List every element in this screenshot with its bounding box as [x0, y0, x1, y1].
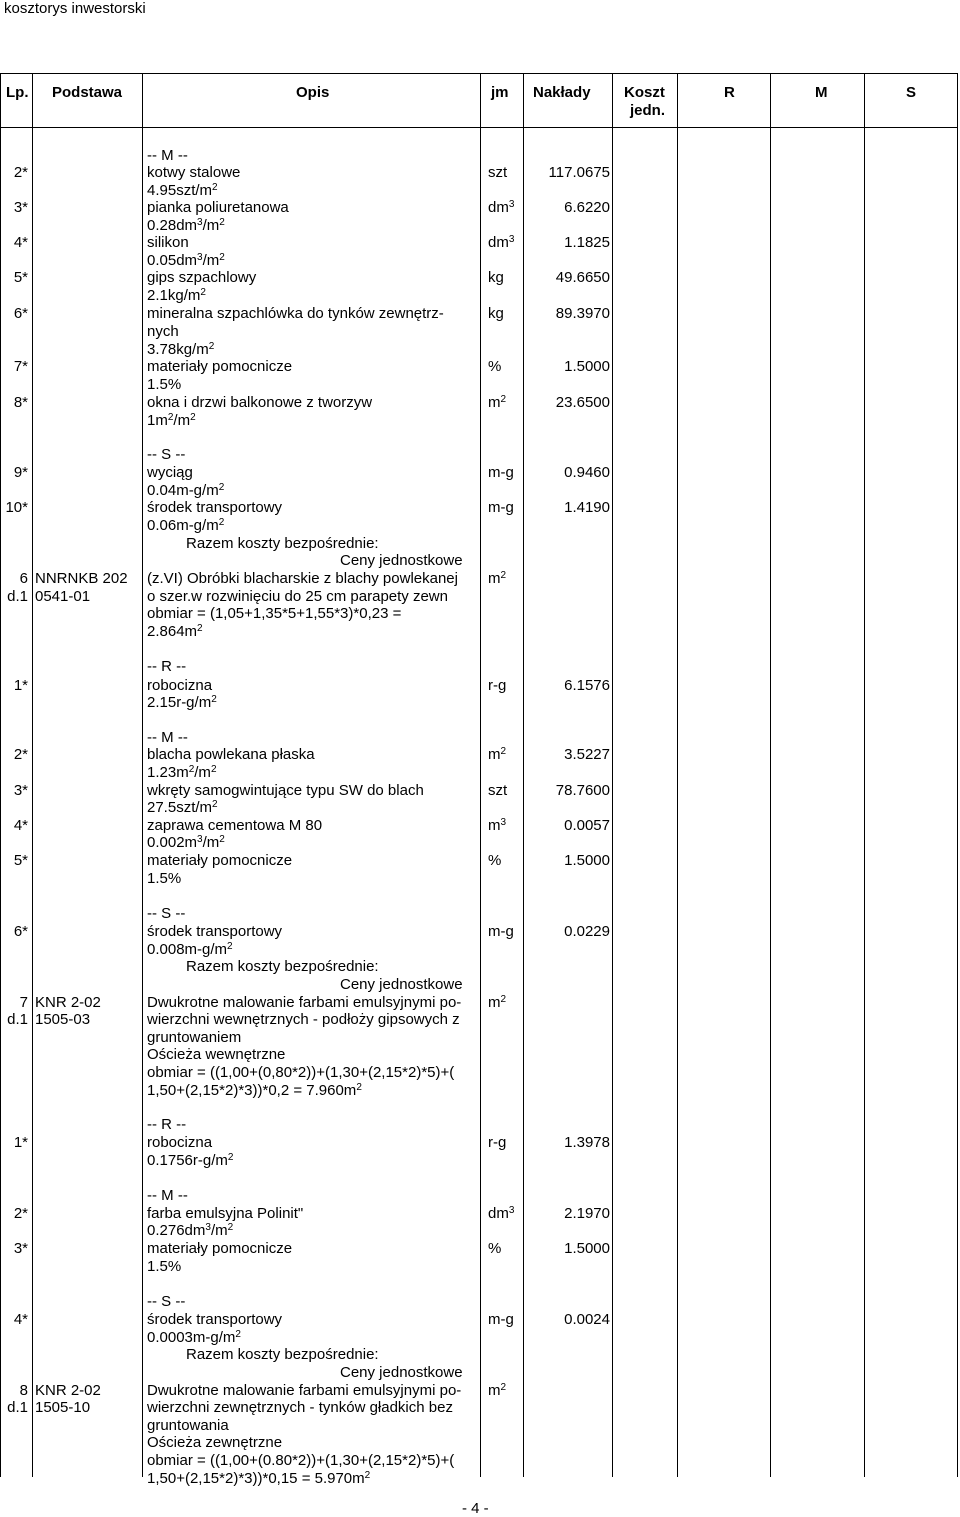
row-number: 4* [13, 234, 28, 251]
unit: szt [488, 164, 508, 181]
row-number: 3* [13, 1240, 28, 1257]
basis-code: 1505-03 [35, 1011, 91, 1028]
unit: % [488, 852, 502, 869]
quantity: 89.3970 [555, 305, 610, 322]
item-description: środek transportowy [147, 1311, 283, 1328]
unit: kg [488, 269, 504, 286]
item-description: zaprawa cementowa M 80 [147, 817, 323, 834]
quantity: 1.5000 [564, 1240, 610, 1257]
item-description: $2.1kg/m^2$ [147, 287, 206, 304]
basis-code: 0541-01 [35, 588, 91, 605]
row-number: 3* [13, 782, 28, 799]
row-number: 4* [13, 1311, 28, 1328]
item-description: Ościeża zewnętrzne [147, 1434, 283, 1451]
summary-label: Razem koszty bezpośrednie: [186, 958, 379, 975]
item-description: Ościeża wewnętrzne [147, 1046, 286, 1063]
basis-code: KNR 2-02 [35, 1382, 101, 1399]
unit: $m^3$ [488, 817, 507, 834]
row-number: 1* [13, 1134, 28, 1151]
quantity: 78.7600 [555, 782, 610, 799]
item-description: środek transportowy [147, 923, 283, 940]
item-description: gips szpachlowy [147, 269, 257, 286]
header-jm: jm [491, 84, 509, 101]
item-description: $1,50+(2,15*2)*3))*0,2 = 7.960m^2$ [147, 1082, 362, 1099]
item-description: wierzchni wewnętrznych - podłoży gipsowych z [147, 1011, 460, 1028]
unit: m-g [488, 464, 514, 481]
quantity: 1.4190 [564, 499, 610, 516]
item-description: $0.1756r-g/m^2$ [147, 1152, 234, 1169]
unit: szt [488, 782, 508, 799]
item-description: $3.78kg/m^2$ [147, 341, 215, 358]
row-number: 10* [5, 499, 28, 516]
item-description: materiały pomocnicze [147, 1240, 293, 1257]
item-description: robocizna [147, 677, 213, 694]
page-title: kosztorys inwestorski [4, 0, 146, 17]
item-description: 1.5% [147, 1258, 182, 1275]
basis-code: KNR 2-02 [35, 994, 101, 1011]
header-s: S [906, 84, 917, 101]
unit: % [488, 358, 502, 375]
item-description: $0.04m-g/m^2$ [147, 482, 225, 499]
unit: $m^2$ [488, 746, 507, 763]
header-lp: Lp. [6, 84, 29, 101]
column-divider [770, 73, 771, 1477]
row-number: d.1 [7, 1399, 28, 1416]
quantity: 117.0675 [548, 164, 610, 181]
header-naklady: Nakłady [533, 84, 591, 101]
item-description: środek transportowy [147, 499, 283, 516]
row-number: 6* [13, 923, 28, 940]
item-description: o szer.w rozwinięciu do 25 cm parapety zewn [147, 588, 448, 605]
item-description: wkręty samogwintujące typu SW do blach [147, 782, 424, 799]
unit-prices-label: Ceny jednostkowe [340, 976, 463, 993]
resource-section-label: -- M -- [147, 729, 188, 746]
quantity: 49.6650 [555, 269, 610, 286]
item-description: materiały pomocnicze [147, 358, 293, 375]
summary-label: Razem koszty bezpośrednie: [186, 1346, 379, 1363]
quantity: 1.5000 [564, 358, 610, 375]
quantity: 6.1576 [564, 677, 610, 694]
row-number: 2* [13, 1205, 28, 1222]
item-description: $0.0003m-g/m^2$ [147, 1329, 241, 1346]
item-description: $1m^2/m^2$ [147, 412, 196, 429]
resource-section-label: -- S -- [147, 446, 186, 463]
unit: kg [488, 305, 504, 322]
unit: m-g [488, 923, 514, 940]
resource-section-label: -- M -- [147, 147, 188, 164]
row-number: 8* [13, 394, 28, 411]
item-description: (z.VI) Obróbki blacharskie z blachy powlekanej [147, 570, 458, 587]
column-divider [612, 73, 613, 1477]
item-description: $0.28dm^3/m^2$ [147, 217, 225, 234]
item-description: $0.008m-g/m^2$ [147, 941, 233, 958]
unit: $m^2$ [488, 394, 507, 411]
item-description: gruntowania [147, 1417, 229, 1434]
resource-section-label: -- R -- [147, 658, 187, 675]
unit: r-g [488, 677, 507, 694]
item-description: okna i drzwi balkonowe z tworzyw [147, 394, 373, 411]
quantity: 0.0057 [564, 817, 610, 834]
quantity: 3.5227 [564, 746, 610, 763]
item-description: 1.5% [147, 870, 182, 887]
quantity: 0.0229 [564, 923, 610, 940]
unit: $dm^3$ [488, 1205, 515, 1222]
item-description: obmiar = (1,05+1,35*5+1,55*3)*0,23 = [147, 605, 402, 622]
item-description: obmiar = ((1,00+(0.80*2))+(1,30+(2,15*2)*5)+( [147, 1452, 455, 1469]
header-koszt: Koszt [624, 84, 665, 101]
summary-label: Razem koszty bezpośrednie: [186, 535, 379, 552]
basis-code: NNRNKB 202 [35, 570, 128, 587]
item-description: blacha powlekana płaska [147, 746, 315, 763]
unit: m-g [488, 499, 514, 516]
unit: r-g [488, 1134, 507, 1151]
column-divider [677, 73, 678, 1477]
row-number: 7 [19, 994, 28, 1011]
table-border [957, 73, 958, 1477]
item-description: Dwukrotne malowanie farbami emulsyjnymi po- [147, 1382, 462, 1399]
item-description: $1,50+(2,15*2)*3))*0,15 = 5.970m^2$ [147, 1470, 371, 1487]
quantity: 0.0024 [564, 1311, 610, 1328]
row-number: 3* [13, 199, 28, 216]
row-number: 9* [13, 464, 28, 481]
item-description: kotwy stalowe [147, 164, 241, 181]
item-description: Dwukrotne malowanie farbami emulsyjnymi po- [147, 994, 462, 1011]
quantity: 23.6500 [555, 394, 610, 411]
row-number: 5* [13, 269, 28, 286]
unit: m-g [488, 1311, 514, 1328]
item-description: wyciąg [147, 464, 193, 481]
table-top-border [0, 73, 958, 74]
item-description: $2.15r-g/m^2$ [147, 694, 217, 711]
row-number: d.1 [7, 588, 28, 605]
unit-prices-label: Ceny jednostkowe [340, 552, 463, 569]
item-description: wierzchni zewnętrznych - tynków gładkich bez [147, 1399, 453, 1416]
item-description: $27.5szt/m^2$ [147, 799, 218, 816]
item-description: $4.95szt/m^2$ [147, 182, 218, 199]
resource-section-label: -- M -- [147, 1187, 188, 1204]
item-description: mineralna szpachlówka do tynków zewnętrz- [147, 305, 444, 322]
item-description: $0.06m-g/m^2$ [147, 517, 225, 534]
row-number: 2* [13, 746, 28, 763]
resource-section-label: -- S -- [147, 905, 186, 922]
quantity: 1.1825 [564, 234, 610, 251]
item-description: gruntowaniem [147, 1029, 242, 1046]
item-description: robocizna [147, 1134, 213, 1151]
row-number: 2* [13, 164, 28, 181]
quantity: 1.3978 [564, 1134, 610, 1151]
header-r: R [724, 84, 735, 101]
unit: $m^2$ [488, 1382, 507, 1399]
resource-section-label: -- S -- [147, 1293, 186, 1310]
unit: $m^2$ [488, 994, 507, 1011]
page-number: - 4 - [462, 1500, 489, 1517]
unit: % [488, 1240, 502, 1257]
quantity: 2.1970 [564, 1205, 610, 1222]
row-number: 6 [19, 570, 28, 587]
quantity: 6.6220 [564, 199, 610, 216]
item-description: $1.23m^2/m^2$ [147, 764, 217, 781]
column-divider [864, 73, 865, 1477]
item-description: materiały pomocnicze [147, 852, 293, 869]
row-number: 7* [13, 358, 28, 375]
unit-prices-label: Ceny jednostkowe [340, 1364, 463, 1381]
item-description: $0.002m^3/m^2$ [147, 834, 225, 851]
header-m: M [815, 84, 828, 101]
unit: $dm^3$ [488, 234, 515, 251]
item-description: silikon [147, 234, 189, 251]
row-number: d.1 [7, 1011, 28, 1028]
row-number: 1* [13, 677, 28, 694]
item-description: $0.276dm^3/m^2$ [147, 1222, 234, 1239]
resource-section-label: -- R -- [147, 1116, 187, 1133]
header-bottom-border [0, 127, 958, 128]
quantity: 0.9460 [564, 464, 610, 481]
column-divider [32, 73, 33, 1477]
item-description: $0.05dm^3/m^2$ [147, 252, 225, 269]
row-number: 4* [13, 817, 28, 834]
unit: $dm^3$ [488, 199, 515, 216]
item-description: 1.5% [147, 376, 182, 393]
column-divider [480, 73, 481, 1477]
row-number: 6* [13, 305, 28, 322]
item-description: farba emulsyjna Polinit" [147, 1205, 304, 1222]
unit: $m^2$ [488, 570, 507, 587]
row-number: 5* [13, 852, 28, 869]
header-opis: Opis [296, 84, 330, 101]
item-description: pianka poliuretanowa [147, 199, 289, 216]
quantity: 1.5000 [564, 852, 610, 869]
header-podstawa: Podstawa [52, 84, 123, 101]
column-divider [142, 73, 143, 1477]
header-koszt-line2: jedn. [630, 102, 666, 119]
item-description: obmiar = ((1,00+(0,80*2))+(1,30+(2,15*2)*5)+( [147, 1064, 455, 1081]
basis-code: 1505-10 [35, 1399, 91, 1416]
item-description: $2.864m^2$ [147, 623, 203, 640]
item-description: nych [147, 323, 179, 340]
row-number: 8 [19, 1382, 28, 1399]
